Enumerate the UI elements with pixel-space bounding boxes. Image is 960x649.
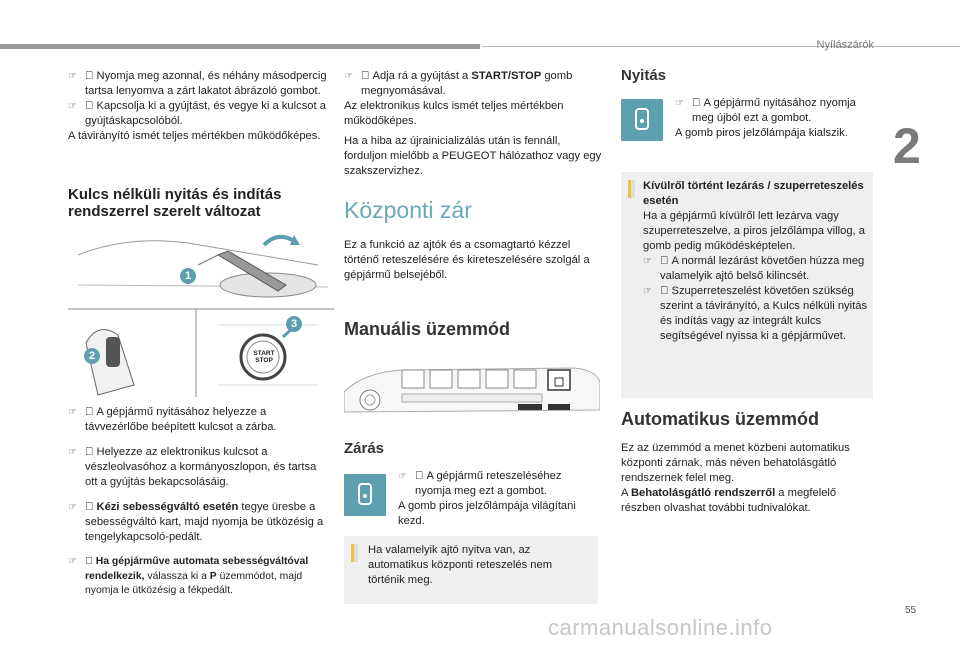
page-number: 55 xyxy=(905,605,917,616)
title-manual-mode: Manuális üzemmód xyxy=(344,319,511,339)
figure-number-badge: 2 xyxy=(84,348,100,364)
chapter-number: 2 xyxy=(893,118,921,174)
title-open: Nyitás xyxy=(621,67,667,84)
lock-instructions xyxy=(398,469,598,499)
finger-bullet-icon: ☞ xyxy=(643,256,652,267)
finger-bullet-icon: ☞ xyxy=(68,71,77,82)
finger-bullet-icon: ☞ xyxy=(68,101,77,112)
header-line xyxy=(482,46,960,47)
finger-bullet-icon: ☞ xyxy=(675,98,684,109)
title-automatic-mode: Automatikus üzemmód xyxy=(621,409,820,429)
auto-description: Ez az üzemmód a menet közbeni automatikus központi zárnak, más néven behatolásgátló rendszernek felel meg. A Behatolásgátló rendszerről a megfelelő részben olvashat további tudnivalókat. xyxy=(621,442,850,514)
finger-bullet-icon: ☞ xyxy=(68,407,77,418)
list-item: ☞ Szuperreteszelést követően szükség szerint a távirányító, a Kulcs nélküli nyitás és indítás vagy az integrált kulcs segítségével nyissa ki a gépjárművet. xyxy=(643,285,868,342)
list-item: ☞ A gépjármű reteszeléséhez nyomja meg ezt a gombot. xyxy=(398,470,562,497)
info-marker xyxy=(628,180,635,198)
info-box-superlock: Kívülről történt lezárás / szuperreteszelés esetén Ha a gépjármű kívülről lett lezárva vagy szuperreteszelve, a piros jelzőlámpa villog, a gomb pedig működésképtelen. ☞ A normál lezárást követően húzza meg valamelyik ajtó belső kilincsét. ☞ Szuperreteszelést követően szükség szerint a távirányító, a Kulcs nélküli nyitás és indítás vagy az integrált kulcs segítségével nyissa ki a gépjárművet. xyxy=(621,172,873,398)
figure-number-badge: 1 xyxy=(180,268,196,284)
finger-bullet-icon: ☞ xyxy=(68,556,77,567)
paragraph: Ha a hiba az újrainicializálás után is fennáll, forduljon mielőbb a PEUGEOT hálózathoz vagy egy szakszervizhez. xyxy=(344,135,602,177)
figure-number-badge: 3 xyxy=(286,316,302,332)
list-item: ☞ Kézi sebességváltó esetén tegye üresbe a sebességváltó kart, majd nyomja be ütközésig a tengelykapcsoló-pedált. xyxy=(68,501,324,543)
list-item: ☞ A gépjármű nyitásához nyomja meg újból ezt a gombot. xyxy=(675,97,856,124)
info-box: Ha valamelyik ajtó nyitva van, az automatikus központi reteszelés nem történik meg. xyxy=(344,536,598,604)
list-item: ☞ Adja rá a gyújtást a START/STOP gomb megnyomásával. xyxy=(344,70,573,97)
list-item: ☞ A normál lezárást követően húzza meg valamelyik ajtó belső kilincsét. xyxy=(643,255,865,282)
paragraph: A gomb piros jelzőlámpája világítani kezd. xyxy=(398,500,576,527)
list-item: ☞ Kapcsolja ki a gyújtást, és vegye ki a kulcsot a gyújtáskapcsolóból. xyxy=(68,100,326,127)
paragraph: Ez a funkció az ajtók és a csomagtartó kézzel történő reteszelésére és kireteszelésére szolgál a gépjármű belsejéből. xyxy=(344,239,590,281)
paragraph: A gomb piros jelzőlámpája kialszik. xyxy=(675,127,848,139)
title-lock: Zárás xyxy=(344,440,385,457)
list-item: ☞ A gépjármű nyitásához helyezze a távvezérlőbe beépített kulcsot a zárba. xyxy=(68,406,277,433)
paragraph: A távirányító ismét teljes mértékben működőképes. xyxy=(68,130,321,142)
col1-bullets xyxy=(68,405,330,599)
finger-bullet-icon: ☞ xyxy=(68,502,77,513)
open-instructions xyxy=(675,96,875,126)
list-item: ☞ Nyomja meg azonnal, és néhány másodpercig tartsa lenyomva a zárt lakatot ábrázoló gombot. xyxy=(68,70,327,97)
header-bar xyxy=(0,44,480,49)
info-marker xyxy=(351,544,358,562)
finger-bullet-icon: ☞ xyxy=(643,286,652,297)
keyless-heading: Kulcs nélküli nyitás és indítás rendszerrel szerelt változat xyxy=(68,186,282,220)
list-item: ☞ Ha gépjárművе automata sebességváltóval rendelkezik, válassza ki a P üzemmódot, majd nyomja le ütközésig a fékpedált. xyxy=(68,556,309,596)
start-stop-button-label: START STOP xyxy=(253,350,275,364)
finger-bullet-icon: ☞ xyxy=(68,447,77,458)
lock-button-icon xyxy=(344,474,386,516)
central-lock-panel-illustration xyxy=(344,352,600,418)
watermark: carmanualsonline.info xyxy=(548,615,773,640)
keyless-illustration xyxy=(68,225,334,397)
finger-bullet-icon: ☞ xyxy=(344,71,353,82)
list-item: ☞ Helyezze az elektronikus kulcsot a vészleolvasóhoz a kormányoszlopon, és tartsa ott a gyújtás bekapcsolásáig. xyxy=(68,446,317,488)
title-central-lock: Központi zár xyxy=(344,197,472,223)
col1-top xyxy=(68,69,330,144)
paragraph: Az elektronikus kulcs ismét teljes mértékben működőképes. xyxy=(344,100,564,127)
finger-bullet-icon: ☞ xyxy=(398,471,407,482)
section-name: Nyílászárók xyxy=(816,39,874,51)
col2-top xyxy=(344,69,602,179)
unlock-button-icon xyxy=(621,99,663,141)
